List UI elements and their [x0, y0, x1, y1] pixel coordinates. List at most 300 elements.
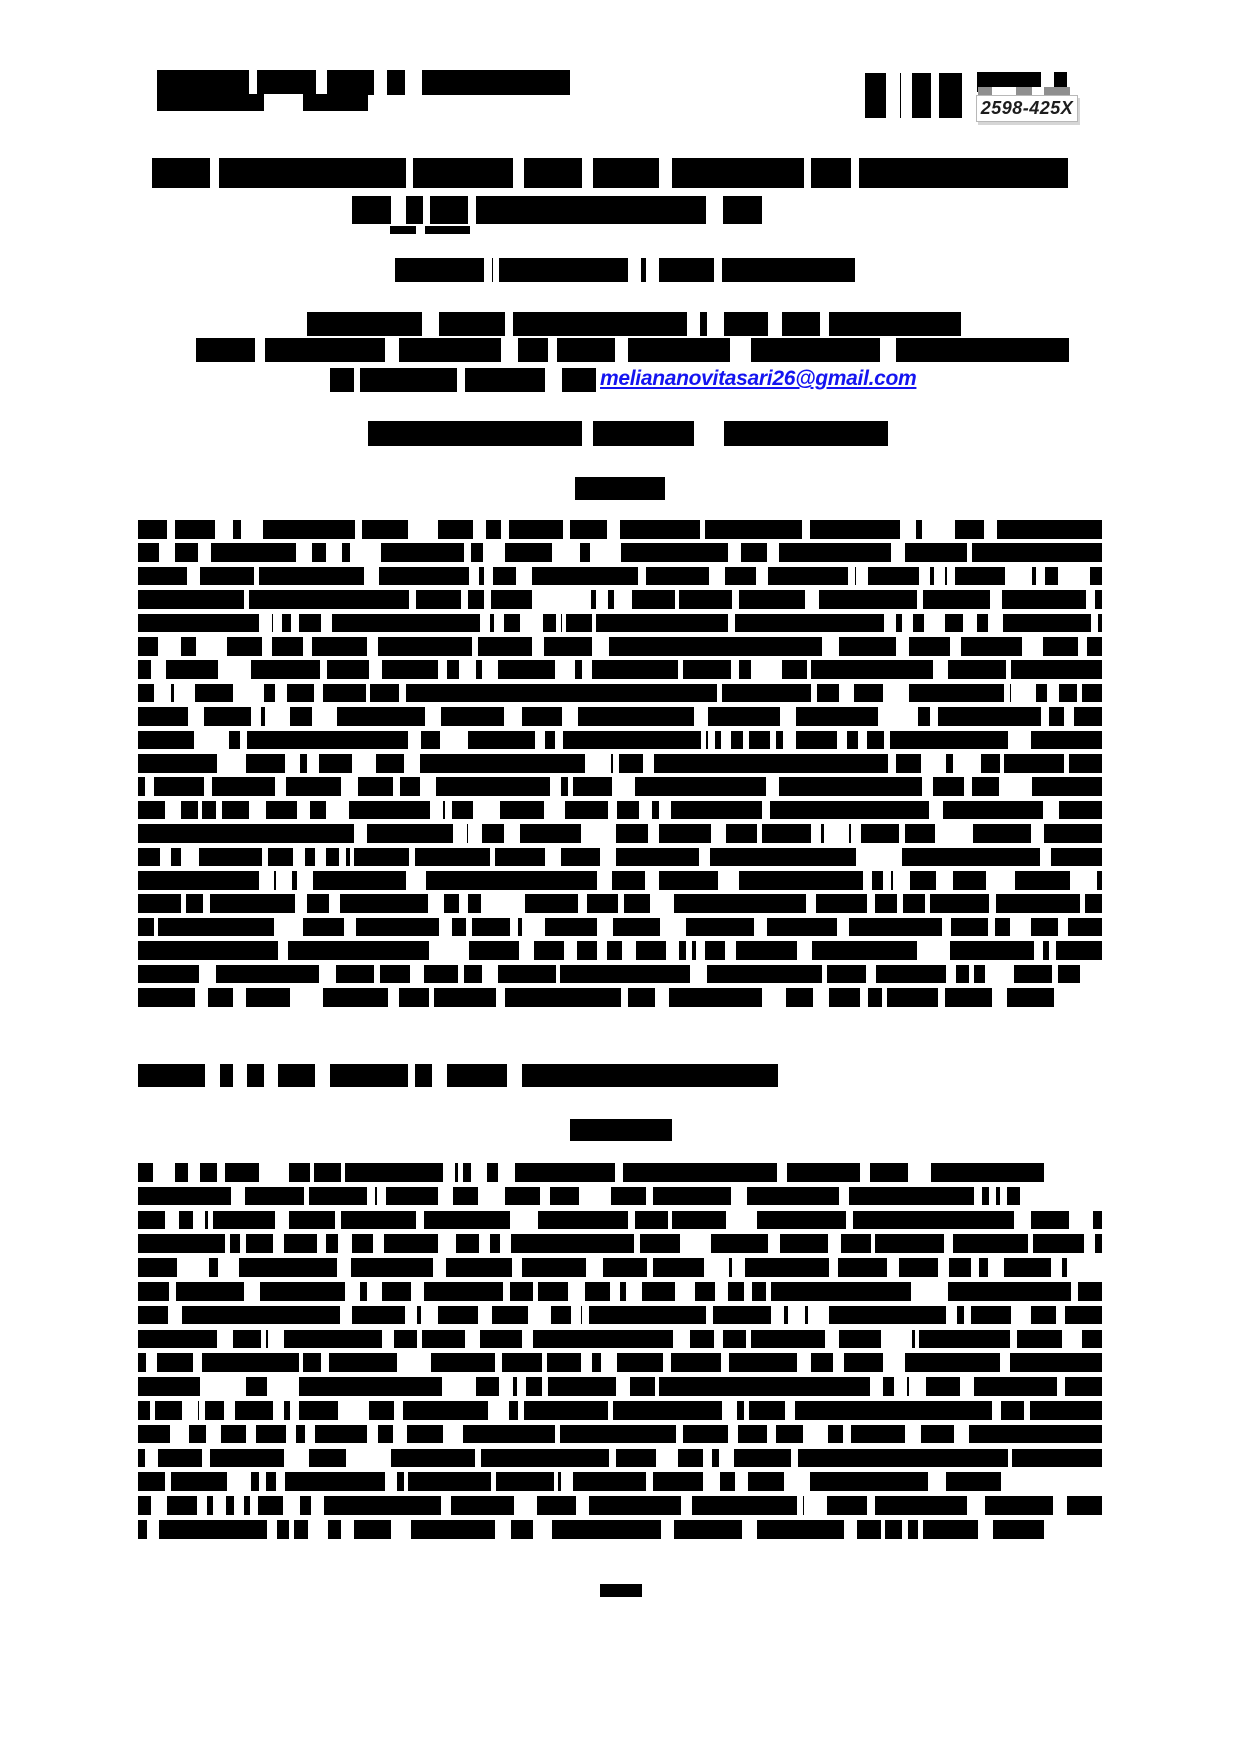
redaction-gap	[168, 1306, 181, 1325]
redaction-gap	[177, 1258, 209, 1277]
redaction-gap	[626, 1282, 642, 1301]
redaction-gap	[998, 87, 1013, 95]
redaction-gap	[568, 777, 574, 796]
redaction-gap	[768, 312, 781, 336]
redaction-gap	[655, 1377, 659, 1396]
redaction-gap	[321, 614, 332, 633]
redaction-gap	[698, 965, 707, 984]
redaction-gap	[520, 1496, 537, 1515]
abstrak-body-line	[138, 1306, 1102, 1325]
abstract-body-line	[138, 871, 1102, 890]
abstrak-body-line	[138, 1234, 1102, 1253]
redaction-gap	[290, 1401, 299, 1420]
redaction-gap	[971, 1258, 979, 1277]
redaction-gap	[514, 1258, 521, 1277]
redaction-gap	[213, 1496, 226, 1515]
redaction-gap	[934, 567, 945, 586]
redaction-gap	[193, 1353, 202, 1372]
issn-labels-block-redacted	[865, 73, 962, 118]
redaction-gap	[719, 1449, 734, 1468]
redaction-gap	[911, 1282, 919, 1301]
redaction-gap	[720, 1258, 729, 1277]
redaction-gap	[234, 1496, 243, 1515]
redaction-gap	[338, 1401, 355, 1420]
redaction-gap	[466, 918, 472, 937]
abstract-body-line	[138, 941, 1102, 960]
redaction-gap	[212, 1377, 246, 1396]
redaction-gap	[666, 941, 678, 960]
abstract-body-line	[138, 777, 1102, 796]
redaction-gap	[917, 590, 923, 609]
redaction-gap	[1058, 567, 1090, 586]
redaction-gap	[326, 543, 334, 562]
redaction-gap	[805, 1353, 810, 1372]
redaction-gap	[284, 1449, 300, 1468]
redaction-gap	[701, 848, 708, 867]
redaction-gap	[154, 918, 159, 937]
abstrak-body-line	[138, 1377, 1102, 1396]
redaction-gap	[600, 848, 616, 867]
redaction-gap	[1069, 1211, 1089, 1230]
redaction-gap	[355, 520, 362, 539]
redaction-gap	[579, 894, 584, 913]
redaction-gap	[958, 754, 982, 773]
redaction-gap	[341, 1520, 354, 1539]
authors-line-redacted	[395, 258, 855, 282]
redaction-gap	[490, 848, 494, 867]
abstrak-body-line	[138, 1449, 1102, 1468]
redaction-gap	[927, 754, 943, 773]
redaction-gap	[193, 1211, 205, 1230]
redaction-gap	[475, 1449, 481, 1468]
redaction-gap	[404, 754, 420, 773]
redaction-gap	[312, 1520, 329, 1539]
redaction-gap	[169, 1282, 176, 1301]
redaction-gap	[837, 731, 847, 750]
redaction-gap	[599, 637, 609, 656]
redaction-gap	[215, 520, 230, 539]
redaction-gap	[522, 1330, 534, 1349]
redaction-gap	[947, 567, 955, 586]
redaction-gap	[1051, 1258, 1062, 1277]
redaction-gap	[244, 590, 249, 609]
redaction-gap	[1000, 1353, 1010, 1372]
redaction-gap	[822, 637, 838, 656]
redaction-gap	[373, 1234, 384, 1253]
redaction-gap	[205, 1064, 220, 1087]
redaction-gap	[350, 543, 382, 562]
redaction-gap	[848, 567, 855, 586]
redaction-gap	[199, 965, 216, 984]
dates-line-redacted	[368, 421, 888, 446]
redaction-gap	[555, 1425, 561, 1444]
abstract-body-line	[138, 707, 1102, 726]
redaction-gap	[1052, 965, 1058, 984]
redaction-gap	[225, 1234, 229, 1253]
redaction-gap	[540, 1187, 550, 1206]
title-line-2-descender-redacted	[390, 226, 470, 234]
redaction-gap	[647, 1258, 653, 1277]
redaction-gap	[246, 1425, 256, 1444]
redaction-gap	[556, 614, 561, 633]
redaction-gap	[420, 777, 424, 796]
redaction-gap	[655, 988, 669, 1007]
redaction-gap	[145, 777, 153, 796]
redaction-gap	[634, 1234, 641, 1253]
redaction-gap	[408, 1064, 415, 1087]
redaction-gap	[217, 1163, 225, 1182]
redaction-gap	[881, 1520, 885, 1539]
redaction-gap	[367, 637, 378, 656]
redaction-gap	[520, 614, 543, 633]
redaction-gap	[922, 777, 933, 796]
redaction-gap	[1010, 1330, 1017, 1349]
abstract-body-line	[138, 965, 1080, 984]
redaction-gap	[197, 1496, 207, 1515]
redaction-gap	[582, 660, 591, 679]
redaction-gap	[422, 312, 439, 336]
redaction-gap	[964, 777, 971, 796]
abstract-body-line	[138, 894, 1102, 913]
redaction-gap	[218, 1258, 239, 1277]
redaction-gap	[663, 158, 672, 188]
abstract-body-line	[138, 824, 1102, 843]
redaction-gap	[290, 988, 307, 1007]
redaction-gap	[317, 1234, 325, 1253]
redaction-gap	[564, 941, 577, 960]
redaction-gap	[676, 1425, 682, 1444]
redaction-gap	[710, 1258, 720, 1277]
redaction-gap	[621, 988, 628, 1007]
redaction-gap	[439, 918, 452, 937]
redaction-gap	[846, 1211, 853, 1230]
redaction-gap	[296, 543, 312, 562]
redaction-gap	[646, 258, 659, 282]
redaction-gap	[592, 614, 597, 633]
redaction-gap	[563, 660, 575, 679]
redaction-gap	[160, 848, 170, 867]
redaction-gap	[459, 894, 468, 913]
redaction-gap	[717, 684, 722, 703]
redaction-gap	[259, 614, 272, 633]
redaction-gap	[989, 894, 996, 913]
redaction-gap	[851, 824, 860, 843]
redaction-gap	[443, 1163, 455, 1182]
abstract-body-line	[138, 801, 1102, 820]
redaction-gap	[1034, 941, 1043, 960]
redaction-gap	[425, 707, 441, 726]
redaction-gap	[984, 520, 997, 539]
redaction-gap	[735, 1472, 747, 1491]
redaction-gap	[481, 894, 514, 913]
abstrak-body-line	[138, 1520, 1044, 1539]
redaction-gap	[608, 1401, 613, 1420]
redaction-gap	[232, 754, 247, 773]
redaction-gap	[715, 1282, 728, 1301]
email-link[interactable]: meliananovitasari26@gmail.com	[600, 367, 917, 390]
redaction-gap	[766, 1282, 771, 1301]
redaction-gap	[762, 801, 770, 820]
redaction-gap	[919, 1282, 948, 1301]
redaction-gap	[1077, 684, 1082, 703]
redaction-gap	[289, 1520, 294, 1539]
redaction-gap	[459, 660, 474, 679]
redaction-gap	[405, 1306, 417, 1325]
redaction-gap	[933, 660, 948, 679]
redaction-gap	[915, 1330, 919, 1349]
abstrak-body-line	[138, 1353, 1102, 1372]
abstrak-body-line	[138, 1211, 1102, 1230]
redaction-gap	[533, 1520, 551, 1539]
redaction-gap	[344, 918, 356, 937]
redaction-gap	[491, 1472, 496, 1491]
redaction-gap	[950, 637, 961, 656]
redaction-gap	[582, 158, 593, 188]
redaction-gap	[273, 1401, 284, 1420]
masthead-line-2-redacted	[157, 94, 368, 111]
redaction-gap	[218, 660, 251, 679]
redaction-gap	[928, 1472, 946, 1491]
redaction-gap	[393, 1425, 407, 1444]
redaction-gap	[805, 590, 819, 609]
redaction-gap	[509, 707, 522, 726]
redaction-gap	[354, 824, 367, 843]
redaction-gap	[824, 824, 836, 843]
redaction-gap	[960, 1377, 974, 1396]
redaction-gap	[337, 1258, 351, 1277]
masthead-line-1-redacted	[157, 70, 570, 95]
abstract-body-line	[138, 988, 1054, 1007]
redaction-gap	[339, 848, 346, 867]
redaction-gap	[783, 731, 796, 750]
redaction-gap	[797, 1496, 803, 1515]
redaction-gap	[594, 754, 611, 773]
redaction-gap	[561, 1472, 573, 1491]
redaction-gap	[806, 894, 817, 913]
redaction-gap	[484, 258, 492, 282]
redaction-gap	[813, 988, 829, 1007]
redaction-gap	[261, 1330, 266, 1349]
redaction-gap	[335, 1211, 341, 1230]
redaction-gap	[244, 1282, 260, 1301]
abstract-body-line	[138, 614, 1102, 633]
redaction-gap	[660, 918, 686, 937]
redaction-gap	[721, 1353, 728, 1372]
issn-value: 2598-425X	[980, 98, 1074, 118]
abstract-body-line	[138, 520, 1102, 539]
redaction-gap	[1064, 754, 1069, 773]
redaction-gap	[430, 801, 443, 820]
redaction-gap	[663, 1353, 671, 1372]
redaction-gap	[343, 1306, 350, 1325]
redaction-gap	[233, 684, 263, 703]
redaction-gap	[482, 965, 486, 984]
abstrak-body-line	[138, 1401, 1102, 1420]
redaction-gap	[393, 1520, 411, 1539]
redaction-gap	[367, 1282, 382, 1301]
redaction-gap	[240, 731, 247, 750]
redaction-gap	[303, 637, 312, 656]
redaction-gap	[528, 1306, 550, 1325]
redaction-gap	[922, 520, 953, 539]
redaction-gap	[416, 226, 425, 234]
redaction-gap	[597, 941, 608, 960]
redaction-gap	[354, 754, 376, 773]
redaction-gap	[336, 801, 349, 820]
redaction-gap	[304, 1187, 309, 1206]
abstract-body-line	[138, 731, 1102, 750]
redaction-gap	[364, 567, 379, 586]
redaction-gap	[267, 1520, 277, 1539]
redaction-gap	[155, 1163, 160, 1182]
redaction-gap	[730, 338, 740, 362]
redaction-gap	[495, 1353, 502, 1372]
redaction-gap	[554, 1472, 558, 1491]
redaction-gap	[165, 801, 170, 820]
redaction-gap	[613, 754, 619, 773]
redaction-gap	[1047, 684, 1057, 703]
redaction-gap	[866, 965, 876, 984]
abstract-heading-redacted	[575, 477, 665, 500]
redaction-gap	[484, 567, 493, 586]
redaction-gap	[1017, 918, 1031, 937]
redaction-gap	[416, 1211, 425, 1230]
redaction-gap	[811, 684, 818, 703]
abstract-body-line	[138, 590, 1102, 609]
redaction-gap	[805, 1425, 828, 1444]
redaction-gap	[964, 1306, 971, 1325]
redaction-gap	[262, 848, 269, 867]
redaction-gap	[942, 918, 951, 937]
redaction-gap	[784, 1472, 795, 1491]
redaction-gap	[528, 918, 544, 937]
redaction-gap	[989, 1187, 996, 1206]
redaction-gap	[608, 801, 617, 820]
redaction-gap	[367, 1187, 375, 1206]
redaction-gap	[1031, 824, 1044, 843]
redaction-gap	[766, 777, 776, 796]
redaction-gap	[870, 1377, 883, 1396]
redaction-gap	[883, 684, 897, 703]
redaction-gap	[579, 1187, 611, 1206]
redaction-gap	[648, 824, 658, 843]
redaction-gap	[544, 801, 565, 820]
redaction-gap	[410, 965, 424, 984]
redaction-gap	[700, 520, 705, 539]
redaction-gap	[679, 1330, 689, 1349]
redaction-gap	[458, 965, 464, 984]
redaction-gap	[618, 777, 636, 796]
redaction-gap	[931, 73, 939, 118]
redaction-gap	[1043, 801, 1060, 820]
redaction-gap	[548, 338, 557, 362]
redaction-gap	[668, 1211, 672, 1230]
redaction-gap	[341, 1163, 346, 1182]
redaction-gap	[174, 684, 195, 703]
redaction-gap	[202, 1449, 210, 1468]
redaction-gap	[721, 731, 730, 750]
redaction-gap	[785, 1401, 796, 1420]
redaction-gap	[196, 637, 202, 656]
redaction-gap	[581, 824, 611, 843]
redaction-gap	[217, 1330, 233, 1349]
redaction-gap	[899, 824, 905, 843]
redaction-gap	[170, 1425, 189, 1444]
redaction-gap	[556, 965, 560, 984]
redaction-gap	[856, 567, 868, 586]
redaction-gap	[791, 1449, 798, 1468]
redaction-gap	[1011, 684, 1026, 703]
redaction-gap	[203, 894, 209, 913]
abstract-body-line	[138, 684, 1102, 703]
redaction-gap	[397, 1353, 430, 1372]
redaction-gap	[610, 1282, 620, 1301]
redaction-gap	[471, 1163, 487, 1182]
redaction-gap	[568, 543, 580, 562]
redaction-gap	[994, 988, 1003, 1007]
redaction-gap	[1070, 871, 1097, 890]
redaction-gap	[568, 1282, 585, 1301]
redaction-gap	[505, 312, 513, 336]
redaction-gap	[275, 1211, 289, 1230]
redaction-gap	[321, 1353, 329, 1372]
redaction-gap	[751, 660, 769, 679]
redaction-gap	[1008, 731, 1023, 750]
redaction-gap	[851, 158, 859, 188]
issn-badge	[976, 95, 1078, 122]
redaction-gap	[350, 848, 354, 867]
redaction-gap	[555, 731, 564, 750]
abstrak-body-line	[138, 1163, 1044, 1182]
redaction-gap	[837, 918, 849, 937]
redaction-gap	[722, 1401, 737, 1420]
redaction-gap	[264, 1064, 277, 1087]
redaction-gap	[756, 567, 768, 586]
redaction-gap	[259, 871, 274, 890]
redaction-gap	[883, 871, 891, 890]
redaction-gap	[394, 1401, 403, 1420]
redaction-gap	[345, 1282, 358, 1301]
abstract-body-line	[138, 848, 1102, 867]
redaction-gap	[891, 543, 905, 562]
redaction-gap	[896, 637, 909, 656]
redaction-gap	[839, 684, 854, 703]
redaction-gap	[770, 731, 775, 750]
redaction-gap	[844, 1520, 855, 1539]
redaction-gap	[822, 965, 827, 984]
redaction-gap	[429, 988, 434, 1007]
redaction-gap	[535, 731, 544, 750]
redaction-gap	[217, 754, 233, 773]
redaction-gap	[614, 590, 633, 609]
redaction-gap	[1056, 1306, 1065, 1325]
redaction-gap	[771, 1234, 778, 1253]
redaction-gap	[728, 543, 741, 562]
redaction-gap	[925, 894, 930, 913]
redaction-gap	[388, 988, 399, 1007]
redaction-gap	[1022, 637, 1042, 656]
title-line-2-redacted	[352, 196, 762, 224]
redaction-gap	[406, 158, 413, 188]
redaction-gap	[464, 543, 471, 562]
redaction-gap	[881, 848, 902, 867]
redaction-gap	[944, 1234, 953, 1253]
redaction-gap	[468, 196, 475, 224]
redaction-gap	[501, 338, 519, 362]
redaction-gap	[480, 614, 490, 633]
redaction-gap	[586, 1258, 603, 1277]
redaction-gap	[249, 801, 266, 820]
